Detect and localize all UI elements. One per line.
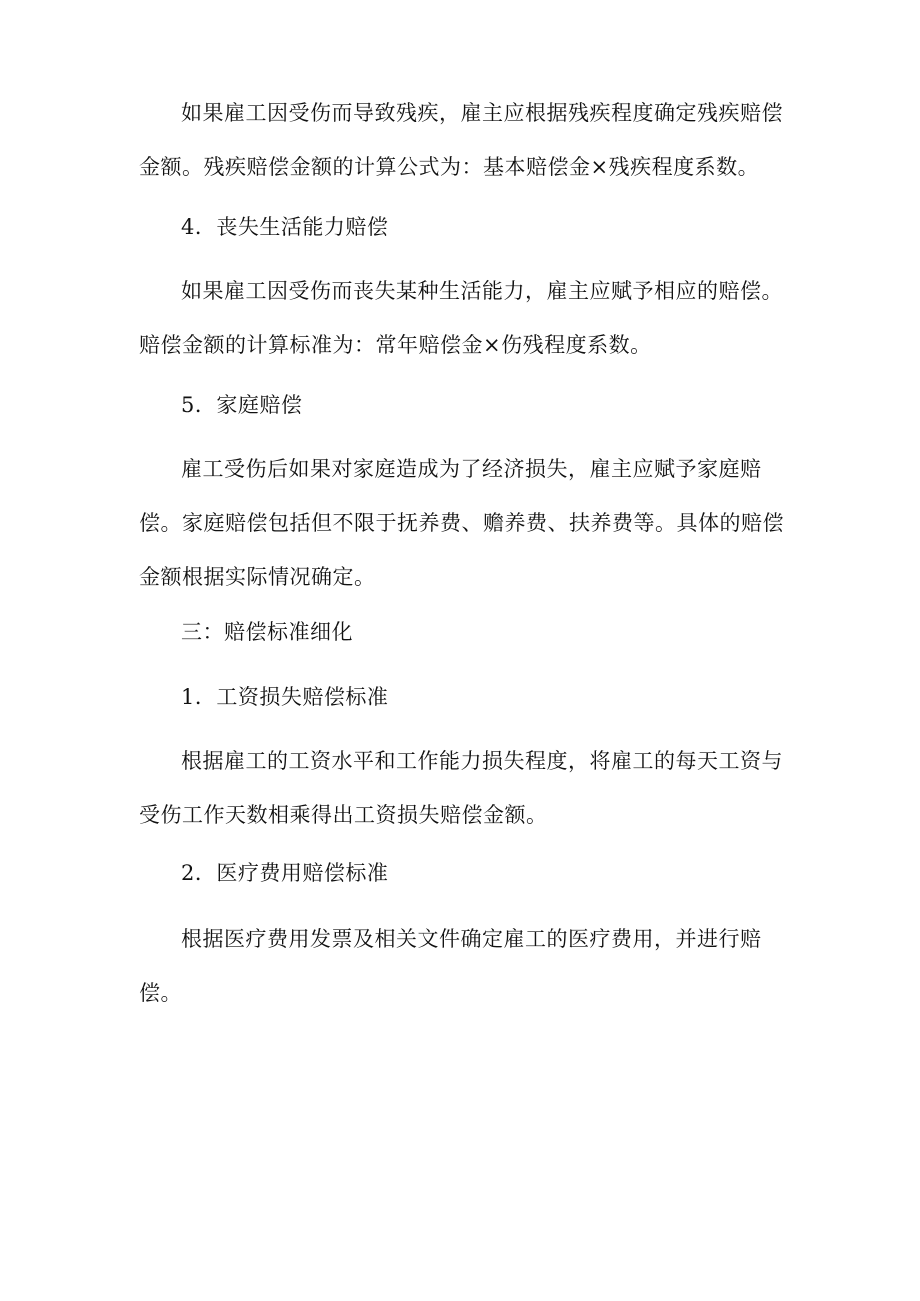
section-heading: 三：赔偿标准细化 (181, 620, 353, 644)
paragraph-line: 雇工受伤后如果对家庭造成为了经济损失，雇主应赋予家庭赔 (181, 457, 762, 481)
section-heading: 5．家庭赔偿 (181, 393, 303, 417)
paragraph-line: 如果雇工因受伤而丧失某种生活能力，雇主应赋予相应的赔偿。 (181, 279, 783, 303)
paragraph-family-compensation (139, 442, 799, 604)
heading-loss-of-living-ability (139, 200, 799, 254)
section-heading: 1．工资损失赔偿标准 (181, 685, 389, 709)
paragraph-line: 偿。 (139, 981, 182, 1005)
paragraph-line: 根据医疗费用发票及相关文件确定雇工的医疗费用，并进行赔 (181, 927, 762, 951)
paragraph-line: 偿。家庭赔偿包括但不限于抚养费、赡养费、扶养费等。具体的赔偿 (139, 511, 784, 535)
paragraph-line: 受伤工作天数相乘得出工资损失赔偿金额。 (139, 803, 548, 827)
paragraph-line: 金额。残疾赔偿金额的计算公式为：基本赔偿金×残疾程度系数。 (139, 155, 760, 179)
paragraph-line: 金额根据实际情况确定。 (139, 565, 376, 589)
paragraph-line: 赔偿金额的计算标准为：常年赔偿金×伤残程度系数。 (139, 333, 652, 357)
heading-wage-loss-standard (139, 670, 799, 724)
paragraph-medical-expense-standard (139, 912, 799, 1020)
heading-family-compensation (139, 378, 799, 432)
paragraph-line: 如果雇工因受伤而导致残疾，雇主应根据残疾程度确定残疾赔偿 (181, 101, 783, 125)
paragraph-living-ability-compensation (139, 264, 799, 372)
heading-compensation-standards (139, 605, 799, 659)
paragraph-line: 根据雇工的工资水平和工作能力损失程度，将雇工的每天工资与 (181, 749, 783, 773)
heading-medical-expense-standard (139, 846, 799, 900)
paragraph-disability-compensation (139, 86, 799, 194)
paragraph-wage-loss-standard (139, 734, 799, 842)
section-heading: 4．丧失生活能力赔偿 (181, 215, 389, 239)
section-heading: 2．医疗费用赔偿标准 (181, 861, 389, 885)
